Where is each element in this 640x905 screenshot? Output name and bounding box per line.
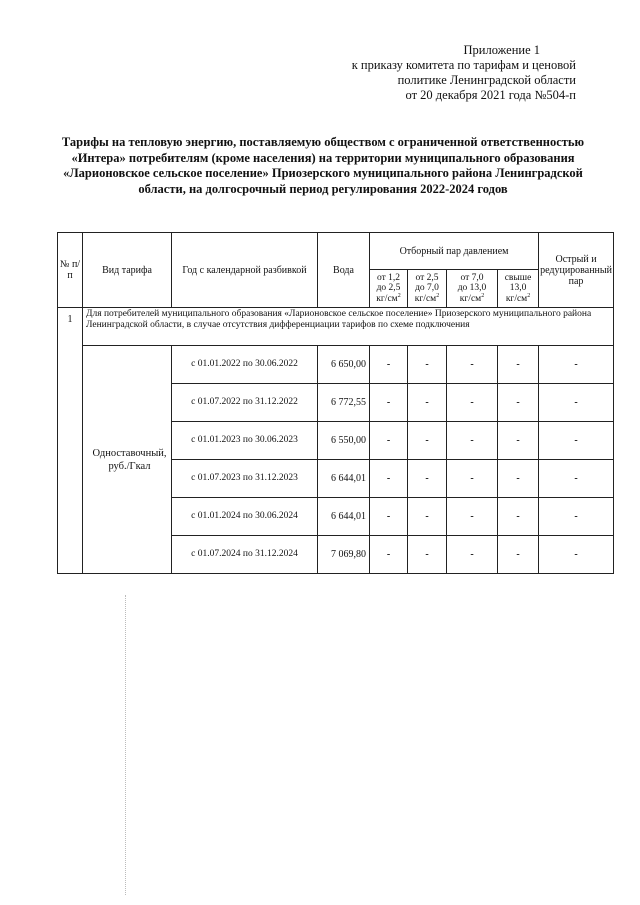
period-cell: с 01.07.2022 по 31.12.2022	[172, 384, 318, 422]
appendix-header	[336, 43, 576, 103]
pressure-3-value: -	[447, 536, 498, 574]
pressure-1-value: -	[370, 422, 408, 460]
pressure-1-value: -	[370, 346, 408, 384]
appendix-title: Приложение 1	[463, 43, 540, 57]
pressure-4-value: -	[498, 422, 539, 460]
sharp-steam-value: -	[539, 460, 614, 498]
pressure-1-from: от 1,2	[376, 272, 401, 283]
table-row	[58, 346, 614, 384]
water-price: 6 550,00	[318, 422, 370, 460]
water-price: 6 772,55	[318, 384, 370, 422]
appendix-date-line: от 20 декабря 2021 года №504-п	[405, 88, 576, 102]
sharp-steam-value: -	[539, 422, 614, 460]
pressure-1-to: до 2,5	[376, 283, 401, 294]
pressure-1-value: -	[370, 536, 408, 574]
pressure-3-unit: $кг/см^2$	[459, 292, 485, 304]
pressure-4-value: -	[498, 460, 539, 498]
period-cell: с 01.07.2023 по 31.12.2023	[172, 460, 318, 498]
appendix-committee-line: политике Ленинградской области	[397, 73, 576, 87]
pressure-4-unit: $кг/см^2$	[505, 292, 531, 304]
pressure-4-value: -	[498, 384, 539, 422]
pressure-2-unit: $кг/см^2$	[414, 292, 440, 304]
period-cell: с 01.01.2024 по 30.06.2024	[172, 498, 318, 536]
sharp-steam-value: -	[539, 536, 614, 574]
pressure-2-to: до 7,0	[415, 283, 439, 294]
water-price: 7 069,80	[318, 536, 370, 574]
pressure-3-from: от 7,0	[460, 272, 484, 283]
appendix-order-line: к приказу комитета по тарифам и ценовой	[351, 58, 576, 72]
pressure-4-value: -	[498, 536, 539, 574]
pressure-1-value: -	[370, 460, 408, 498]
header-pressure-4	[498, 270, 539, 308]
water-price: 6 644,01	[318, 460, 370, 498]
pressure-4-value: -	[498, 498, 539, 536]
pressure-2-value: -	[408, 460, 447, 498]
sharp-steam-value: -	[539, 384, 614, 422]
pressure-3-value: -	[447, 422, 498, 460]
pressure-2-from: от 2,5	[415, 272, 439, 283]
water-price: 6 650,00	[318, 346, 370, 384]
document-title: Тарифы на тепловую энергию, поставляемую обществом с ограниченной ответственностью «Интера» потребителям (кроме населения) на территории муниципального образования «Ларионовское сельское поселение» Приозерского муниципального района Ленинградской области, на долгосрочный период регулирования 2022-2024 годов	[61, 135, 585, 196]
header-tariff-type: Вид тарифа	[83, 233, 172, 308]
pressure-1-value: -	[370, 384, 408, 422]
pressure-3-to: до 13,0	[457, 283, 487, 294]
header-water: Вода	[318, 233, 370, 308]
header-num: № п/п	[58, 233, 83, 308]
pressure-3-value: -	[447, 384, 498, 422]
pressure-2-value: -	[408, 384, 447, 422]
period-cell: с 01.01.2023 по 30.06.2023	[172, 422, 318, 460]
pressure-4-to: 13,0	[509, 283, 527, 294]
pressure-3-value: -	[447, 460, 498, 498]
header-pressure-3	[447, 270, 498, 308]
tariff-table	[57, 232, 614, 574]
consumer-description: Для потребителей муниципального образования «Ларионовское сельское поселение» Приозерского муниципального района Ленинградской области, в случае отсутствия дифференциации тарифов по схеме подключения	[83, 308, 614, 346]
pressure-1-unit: $кг/см^2$	[376, 292, 401, 304]
period-cell: с 01.01.2022 по 30.06.2022	[172, 346, 318, 384]
pressure-4-value: -	[498, 346, 539, 384]
sharp-steam-value: -	[539, 498, 614, 536]
pressure-2-value: -	[408, 498, 447, 536]
sharp-steam-value: -	[539, 346, 614, 384]
header-pressure-2	[408, 270, 447, 308]
pressure-3-value: -	[447, 346, 498, 384]
header-year: Год с календарной разбивкой	[172, 233, 318, 308]
water-price: 6 644,01	[318, 498, 370, 536]
period-cell: с 01.07.2024 по 31.12.2024	[172, 536, 318, 574]
pressure-1-value: -	[370, 498, 408, 536]
header-pressure-1	[370, 270, 408, 308]
pressure-2-value: -	[408, 536, 447, 574]
row-number: 1	[58, 308, 83, 574]
header-sharp-steam: Острый и редуцированный пар	[539, 233, 614, 308]
pressure-2-value: -	[408, 422, 447, 460]
pressure-4-from: свыше	[504, 272, 532, 283]
pressure-2-value: -	[408, 346, 447, 384]
pressure-3-value: -	[447, 498, 498, 536]
tariff-type: Одноставочный, руб./Гкал	[83, 346, 172, 574]
scan-artifact-line	[125, 595, 126, 895]
header-steam-group: Отборный пар давлением	[370, 233, 539, 270]
